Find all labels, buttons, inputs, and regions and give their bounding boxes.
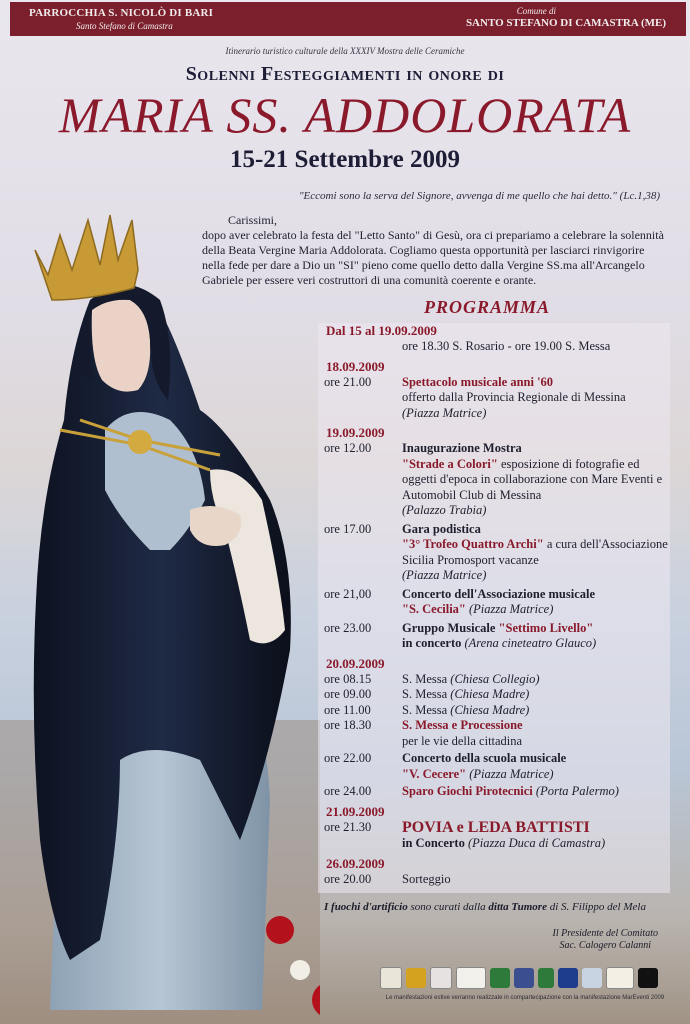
event-time: ore 20.00 (324, 871, 372, 886)
event-place: (Porta Palermo) (532, 784, 619, 798)
day-heading: 18.09.2009 (326, 358, 385, 374)
event-row (318, 703, 670, 719)
footer-note: Le manifestazioni estive verranno realizzate in compartecipazione con la manifestazione MarEventi 2009 (385, 995, 665, 1001)
event-place: (Piazza Matrice) (402, 405, 487, 420)
event-row (318, 718, 670, 749)
event-title: S. Messa e Processione (402, 718, 523, 732)
sponsor-logos (380, 963, 670, 993)
province-logo (430, 967, 452, 989)
event-desc: in concerto (402, 636, 462, 650)
intro-greeting: Carissimi, (228, 213, 278, 227)
crown-shape (35, 215, 138, 300)
statue-illustration (0, 200, 320, 1024)
event-row (318, 751, 670, 782)
programma-panel (318, 323, 670, 893)
event-desc: esposizione di fotografie ed oggetti d'epoca in collaborazione con Mare Eventi e Automobil Club di Messina (402, 456, 663, 502)
event-place: (Piazza Matrice) (402, 568, 487, 582)
event-desc: per le vie della cittadina (402, 733, 523, 748)
event-place: (Palazzo Trabia) (402, 503, 487, 517)
event-time: ore 18.30 (324, 718, 372, 732)
event-subtitle: "V. Cecere" (402, 766, 467, 781)
event-place: (Piazza Matrice) (466, 766, 554, 781)
signature-role: Il Presidente del Comitato (552, 928, 658, 939)
event-place: (Arena cineteatro Glauco) (461, 636, 597, 650)
event-time: ore 12.00 (324, 441, 372, 455)
event-time: ore 24.00 (324, 784, 372, 798)
kicker-line: Itinerario turistico culturale della XXXIV Mostra delle Ceramiche (225, 46, 465, 56)
bull-logo (638, 968, 658, 988)
event-title: Sorteggio (402, 871, 451, 886)
main-title: MARIA SS. ADDOLORATA (58, 87, 632, 143)
scripture-quote: "Eccomi sono la serva del Signore, avvenga di me quello che hai detto." (Lc.1,38) (298, 190, 660, 202)
event-place: (Chiesa Collegio) (450, 671, 540, 686)
event-title: S. Messa (402, 702, 451, 717)
event-desc: ore 18.30 S. Rosario - ore 19.00 S. Messa (402, 339, 611, 353)
tree-logo (490, 968, 510, 988)
signature-block (553, 928, 658, 952)
region-logo (406, 968, 426, 988)
event-title: S. Messa (402, 687, 451, 701)
day-heading: Dal 15 al 19.09.2009 (326, 323, 437, 338)
event-time: ore 08.15 (324, 671, 372, 686)
day-heading: 26.09.2009 (326, 855, 385, 871)
event-time: ore 21.30 (324, 819, 372, 834)
event-time: ore 11.00 (324, 702, 371, 717)
festeggiamenti-heading: Solenni Festeggiamenti in onore di (185, 63, 505, 85)
fireworks-credit (324, 901, 646, 913)
event-subtitle: "3° Trofeo Quattro Archi" (402, 537, 544, 551)
event-desc: offerto dalla Provincia Regionale di Messina (402, 390, 626, 404)
sponsor-logo (456, 967, 486, 989)
comune-title: SANTO STEFANO DI CAMASTRA (ME) (465, 17, 666, 29)
event-title: POVIA e LEDA BATTISTI (402, 818, 590, 836)
event-row (318, 784, 670, 800)
day-heading: 21.09.2009 (326, 803, 385, 819)
event-title: Concerto dell'Associazione musicale (402, 586, 596, 601)
event-title: Concerto della scuola musicale (402, 751, 567, 765)
fireworks-label: I fuochi d'artificio (324, 901, 408, 913)
sicilia-logo (606, 967, 634, 989)
event-desc: a cura dell'Associazione Sicilia Promosport vacanze (402, 537, 668, 567)
intro-text: dopo aver celebrato la festa del "Letto Santo" di Gesù, ora ci prepariamo a celebrare la solennità della Beata Vergine Maria Addolorata. Cogliamo questa opportunità per lasciarci rinvigorire nella fede per dare a Dio un "SI" pieno come quello detto dalla Vergine SS.ma all'Arcangelo Gabriele per essere veri costruttori di una comunità coerente e orante. (202, 228, 664, 287)
day-heading: 20.09.2009 (326, 655, 385, 671)
header-bar (10, 2, 686, 36)
event-time: ore 21,00 (324, 586, 372, 601)
fireworks-text: sono curati dalla (407, 901, 489, 913)
event-dates: 15-21 Settembre 2009 (229, 146, 461, 173)
event-title: Inaugurazione Mostra (402, 441, 522, 455)
event-title: Spettacolo musicale anni '60 (402, 374, 554, 389)
event-place: (Chiesa Madre) (450, 702, 530, 717)
event-row (318, 339, 670, 355)
heart-ornament (128, 430, 152, 454)
parish-title: PARROCCHIA S. NICOLÒ DI BARI (29, 7, 214, 19)
event-row (318, 820, 670, 852)
event-row (318, 522, 670, 584)
event-place: (Piazza Duca di Camastra) (464, 836, 606, 850)
parish-subtitle: Santo Stefano di Camastra (76, 21, 173, 31)
event-time: ore 22.00 (324, 751, 372, 765)
event-row (318, 441, 670, 519)
eu-logo (558, 968, 578, 988)
sponsor-logo (582, 968, 602, 988)
event-subtitle: "Settimo Livello" (498, 620, 594, 635)
event-subtitle: "Strade a Colori" (402, 456, 498, 471)
crest-logo (380, 967, 402, 989)
event-title: Gruppo Musicale (402, 620, 499, 635)
day-heading: 19.09.2009 (326, 425, 385, 440)
programma-title: PROGRAMMA (424, 297, 551, 317)
event-time: ore 23.00 (324, 620, 372, 635)
schedule-list (318, 323, 670, 887)
event-title: Sparo Giochi Pirotecnici (402, 784, 533, 798)
event-desc: in Concerto (402, 836, 465, 850)
event-row (318, 587, 670, 618)
sponsor-logo (514, 968, 534, 988)
event-title: S. Messa (402, 671, 451, 686)
signature-name: Sac. Calogero Calanni (559, 940, 652, 951)
event-subtitle: "S. Cecilia" (402, 602, 466, 616)
fireworks-place: di S. Filippo del Mela (546, 901, 646, 913)
event-row (318, 621, 670, 652)
event-row (318, 672, 670, 688)
event-place: (Chiesa Madre) (450, 687, 530, 701)
event-row (318, 375, 670, 422)
event-place: (Piazza Matrice) (465, 602, 554, 616)
event-row (318, 687, 670, 703)
event-title: Gara podistica (402, 521, 481, 536)
event-time: ore 17.00 (324, 521, 372, 536)
event-time: ore 21.00 (324, 374, 372, 389)
event-time: ore 09.00 (324, 687, 372, 701)
event-row (318, 872, 670, 888)
fireworks-company: ditta Tumore (488, 901, 547, 913)
comune-pretitle: Comune di (516, 6, 556, 16)
sponsor-logo (538, 968, 554, 988)
